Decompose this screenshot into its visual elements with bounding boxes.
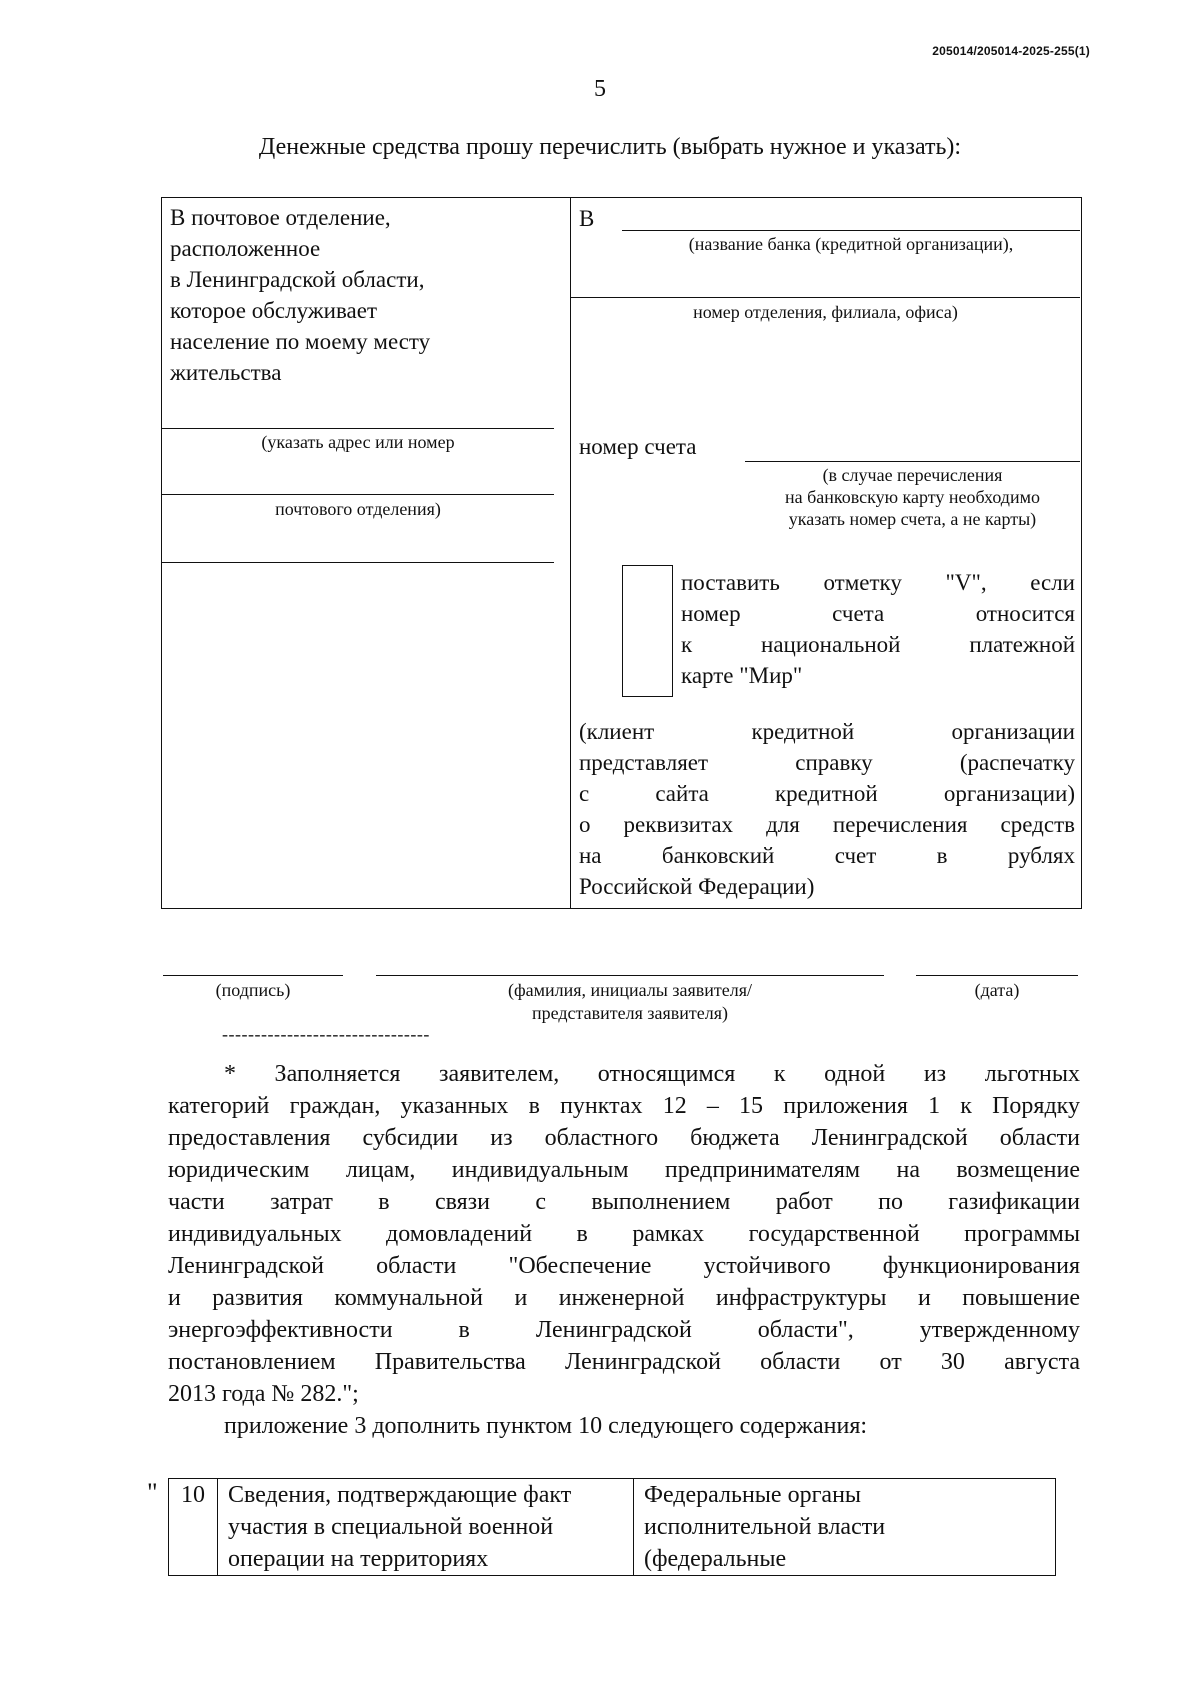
bank-name-hint: (название банка (кредитной организации), xyxy=(688,234,1014,254)
bank-branch-hint: номер отделения, филиала, офиса) xyxy=(693,302,958,322)
signature-caption: (подпись) xyxy=(215,980,291,1000)
row-number: 10 xyxy=(169,1479,218,1576)
applicant-name-line[interactable] xyxy=(376,975,884,976)
row-description: Сведения, подтверждающие факт участия в специальной военной операции на территориях xyxy=(218,1479,634,1576)
account-number-line[interactable] xyxy=(745,461,1080,462)
post-office-hint-1: (указать адрес или номер xyxy=(261,432,455,452)
bank-name-line[interactable] xyxy=(622,230,1080,231)
post-office-address-line-3[interactable] xyxy=(162,562,554,563)
date-line[interactable] xyxy=(916,975,1078,976)
row-authority: Федеральные органы исполнительной власти (федеральные xyxy=(634,1479,1056,1576)
account-number-hint: (в случае перечисления на банковскую карту необходимо указать номер счета, а не карты) xyxy=(785,465,1040,529)
mir-card-checkbox[interactable] xyxy=(622,565,673,697)
client-requisites-note: (клиент кредитной организации представляет справку (распечатку с сайта кредитной организации) о реквизитах для перечисления средств на банковский счет в рублях Российской Федерации) xyxy=(579,719,1075,899)
applicant-name-caption: (фамилия, инициалы заявителя/ представителя заявителя) xyxy=(507,980,753,1023)
annex-quote-mark: " xyxy=(147,1478,158,1507)
intro-text: Денежные средства прошу перечислить (выбрать нужное и указать): xyxy=(258,134,962,160)
post-office-address-line-2[interactable] xyxy=(162,494,554,495)
signature-line[interactable] xyxy=(163,975,343,976)
account-number-label: номер счета xyxy=(579,434,697,459)
document-id: 205014/205014-2025-255(1) xyxy=(932,44,1090,58)
date-caption: (дата) xyxy=(974,980,1020,1000)
post-office-option: В почтовое отделение, расположенное в Ленинградской области, которое обслуживает население по моему месту жительства xyxy=(170,205,431,385)
bank-branch-line[interactable] xyxy=(571,297,1080,298)
page-number: 5 xyxy=(594,76,606,102)
post-office-address-line[interactable] xyxy=(162,428,554,429)
post-office-hint-2: почтового отделения) xyxy=(275,499,441,519)
mir-card-instruction: поставить отметку "V", если номер счета относится к национальной платежной карте "Мир" xyxy=(681,570,1075,688)
annex-table xyxy=(168,1478,1056,1576)
table-row xyxy=(169,1479,1056,1576)
bank-option-label: В xyxy=(579,206,595,231)
footnote-separator: -------------------------------- xyxy=(222,1024,430,1044)
footnote: * Заполняется заявителем, относящимся к одной из льготных категорий граждан, указанных в пунктах 12 – 15 приложения 1 к Порядку предоставления субсидии из областного бюджета Ленинградской области юридическим лицам, индивидуальным предпринимателям на возмещение части затрат в связи с выполнением работ по газификации индивидуальных домовладений в рамках государственной программы Ленинградской области "Обеспечение устойчивого функционирования и развития коммунальной и инженерной инфраструктуры и повышение энергоэффективности в Ленинградской области", утвержденному постановлением Правительства Ленинградской области от 30 августа 2013 года № 282."; приложение 3 дополнить пунктом 10 следующего содержания: xyxy=(168,1061,1080,1439)
